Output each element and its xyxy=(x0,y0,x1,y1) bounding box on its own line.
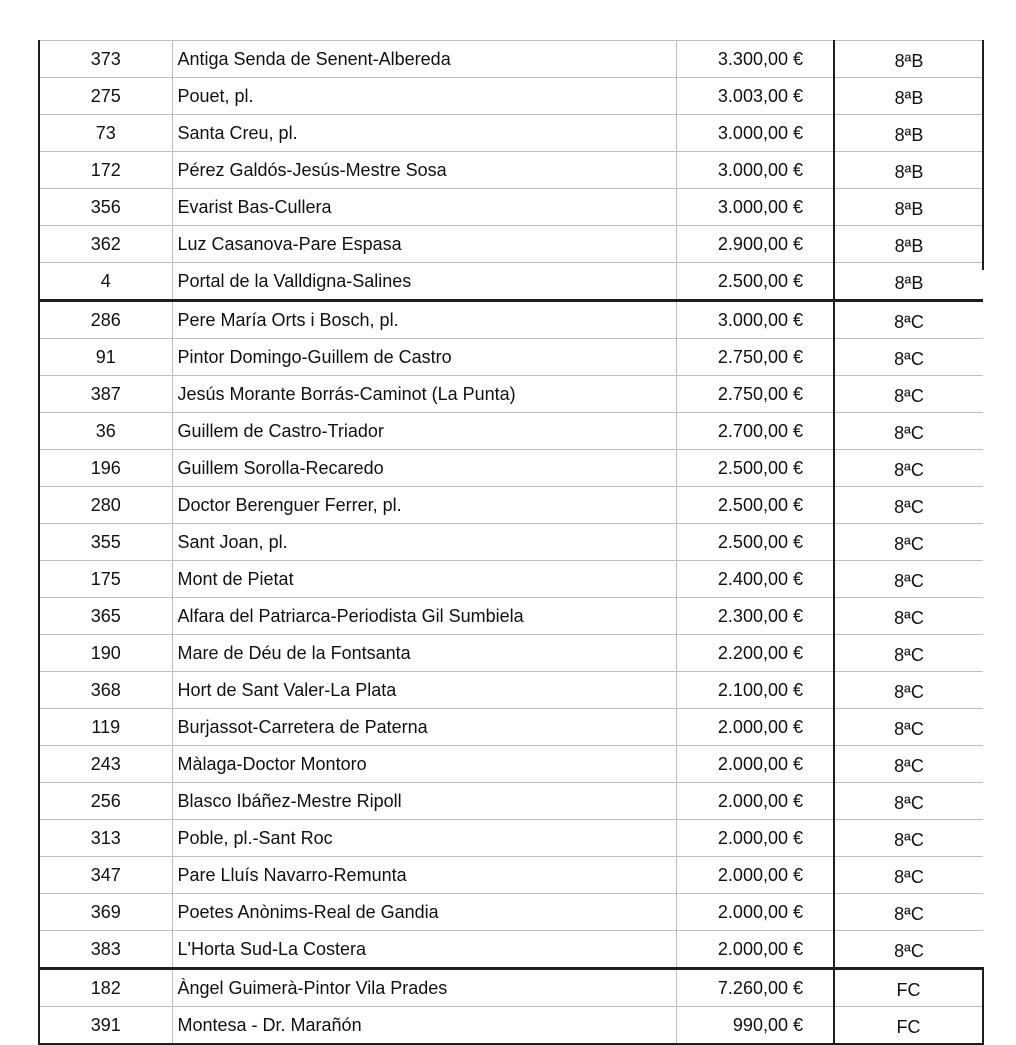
amount-value: 2.300,00 € xyxy=(676,598,834,635)
row-number: 190 xyxy=(39,635,172,672)
table-row xyxy=(39,115,983,152)
amount-value: 990,00 € xyxy=(676,1007,834,1045)
category-label: 8ªC xyxy=(834,450,983,487)
street-name: Pouet, pl. xyxy=(172,78,676,115)
table-row xyxy=(39,746,983,783)
category-label: FC xyxy=(834,1007,983,1045)
street-name: Guillem Sorolla-Recaredo xyxy=(172,450,676,487)
category-label: 8ªC xyxy=(834,301,983,339)
amount-value: 2.500,00 € xyxy=(676,263,834,301)
amount-value: 3.000,00 € xyxy=(676,115,834,152)
category-label: 8ªB xyxy=(834,263,983,301)
row-number: 369 xyxy=(39,894,172,931)
street-name: Burjassot-Carretera de Paterna xyxy=(172,709,676,746)
amount-value: 2.000,00 € xyxy=(676,746,834,783)
table-row xyxy=(39,1007,983,1045)
street-name: Mare de Déu de la Fontsanta xyxy=(172,635,676,672)
amount-value: 2.750,00 € xyxy=(676,376,834,413)
street-name: Pintor Domingo-Guillem de Castro xyxy=(172,339,676,376)
table-row xyxy=(39,820,983,857)
row-number: 91 xyxy=(39,339,172,376)
table-row xyxy=(39,152,983,189)
row-number: 362 xyxy=(39,226,172,263)
street-name: Antiga Senda de Senent-Albereda xyxy=(172,41,676,78)
street-name: Santa Creu, pl. xyxy=(172,115,676,152)
row-number: 355 xyxy=(39,524,172,561)
table-row xyxy=(39,301,983,339)
amount-value: 2.000,00 € xyxy=(676,894,834,931)
category-label: 8ªC xyxy=(834,413,983,450)
table-row xyxy=(39,413,983,450)
row-number: 368 xyxy=(39,672,172,709)
street-name: Alfara del Patriarca-Periodista Gil Sumbiela xyxy=(172,598,676,635)
table-row xyxy=(39,263,983,301)
amount-value: 2.400,00 € xyxy=(676,561,834,598)
street-name: Guillem de Castro-Triador xyxy=(172,413,676,450)
amount-value: 2.000,00 € xyxy=(676,931,834,969)
table-row xyxy=(39,226,983,263)
amount-value: 2.000,00 € xyxy=(676,783,834,820)
table-row xyxy=(39,783,983,820)
row-number: 119 xyxy=(39,709,172,746)
category-label: 8ªB xyxy=(834,189,983,226)
amount-value: 2.100,00 € xyxy=(676,672,834,709)
category-label: 8ªB xyxy=(834,226,983,263)
row-number: 286 xyxy=(39,301,172,339)
table-row xyxy=(39,339,983,376)
row-number: 383 xyxy=(39,931,172,969)
amount-value: 3.003,00 € xyxy=(676,78,834,115)
street-name: Mont de Pietat xyxy=(172,561,676,598)
row-number: 356 xyxy=(39,189,172,226)
street-name: Pérez Galdós-Jesús-Mestre Sosa xyxy=(172,152,676,189)
category-label: 8ªC xyxy=(834,783,983,820)
category-label: 8ªC xyxy=(834,339,983,376)
category-label: 8ªC xyxy=(834,635,983,672)
street-name: Pare Lluís Navarro-Remunta xyxy=(172,857,676,894)
street-name: Portal de la Valldigna-Salines xyxy=(172,263,676,301)
row-number: 280 xyxy=(39,487,172,524)
results-table xyxy=(38,40,984,1045)
amount-value: 2.750,00 € xyxy=(676,339,834,376)
row-number: 373 xyxy=(39,41,172,78)
category-label: FC xyxy=(834,969,983,1007)
category-label: 8ªC xyxy=(834,709,983,746)
category-label: 8ªC xyxy=(834,672,983,709)
amount-value: 2.700,00 € xyxy=(676,413,834,450)
street-name: Luz Casanova-Pare Espasa xyxy=(172,226,676,263)
table-row xyxy=(39,894,983,931)
category-label: 8ªC xyxy=(834,376,983,413)
row-number: 256 xyxy=(39,783,172,820)
amount-value: 7.260,00 € xyxy=(676,969,834,1007)
row-number: 275 xyxy=(39,78,172,115)
category-label: 8ªC xyxy=(834,561,983,598)
street-name: Sant Joan, pl. xyxy=(172,524,676,561)
amount-value: 3.000,00 € xyxy=(676,301,834,339)
street-name: Àngel Guimerà-Pintor Vila Prades xyxy=(172,969,676,1007)
street-name: Jesús Morante Borrás-Caminot (La Punta) xyxy=(172,376,676,413)
table-row xyxy=(39,78,983,115)
table-row xyxy=(39,635,983,672)
amount-value: 2.000,00 € xyxy=(676,709,834,746)
street-name: L'Horta Sud-La Costera xyxy=(172,931,676,969)
table-row xyxy=(39,524,983,561)
row-number: 196 xyxy=(39,450,172,487)
amount-value: 2.500,00 € xyxy=(676,450,834,487)
street-name: Evarist Bas-Cullera xyxy=(172,189,676,226)
table-row xyxy=(39,969,983,1007)
row-number: 365 xyxy=(39,598,172,635)
amount-value: 3.000,00 € xyxy=(676,152,834,189)
street-name: Poble, pl.-Sant Roc xyxy=(172,820,676,857)
row-number: 313 xyxy=(39,820,172,857)
row-number: 73 xyxy=(39,115,172,152)
category-label: 8ªB xyxy=(834,78,983,115)
row-number: 182 xyxy=(39,969,172,1007)
category-label: 8ªC xyxy=(834,931,983,969)
street-name: Montesa - Dr. Marañón xyxy=(172,1007,676,1045)
table-row xyxy=(39,931,983,969)
amount-value: 3.300,00 € xyxy=(676,41,834,78)
table-row xyxy=(39,189,983,226)
row-number: 36 xyxy=(39,413,172,450)
category-label: 8ªC xyxy=(834,857,983,894)
row-number: 243 xyxy=(39,746,172,783)
table-row xyxy=(39,487,983,524)
table-row xyxy=(39,561,983,598)
table-row xyxy=(39,450,983,487)
category-label: 8ªC xyxy=(834,598,983,635)
street-name: Blasco Ibáñez-Mestre Ripoll xyxy=(172,783,676,820)
row-number: 391 xyxy=(39,1007,172,1045)
row-number: 387 xyxy=(39,376,172,413)
table-row xyxy=(39,709,983,746)
spreadsheet-table xyxy=(38,40,982,1045)
row-number: 172 xyxy=(39,152,172,189)
category-label: 8ªB xyxy=(834,41,983,78)
row-number: 4 xyxy=(39,263,172,301)
amount-value: 2.000,00 € xyxy=(676,820,834,857)
category-label: 8ªC xyxy=(834,487,983,524)
amount-value: 2.900,00 € xyxy=(676,226,834,263)
amount-value: 2.000,00 € xyxy=(676,857,834,894)
table-row xyxy=(39,376,983,413)
group-b-right-border xyxy=(982,40,984,270)
table-row xyxy=(39,857,983,894)
street-name: Doctor Berenguer Ferrer, pl. xyxy=(172,487,676,524)
street-name: Hort de Sant Valer-La Plata xyxy=(172,672,676,709)
amount-value: 2.200,00 € xyxy=(676,635,834,672)
category-label: 8ªC xyxy=(834,820,983,857)
street-name: Poetes Anònims-Real de Gandia xyxy=(172,894,676,931)
street-name: Pere María Orts i Bosch, pl. xyxy=(172,301,676,339)
category-label: 8ªB xyxy=(834,115,983,152)
street-name: Màlaga-Doctor Montoro xyxy=(172,746,676,783)
category-label: 8ªC xyxy=(834,524,983,561)
table-body xyxy=(39,41,983,1045)
table-row xyxy=(39,672,983,709)
amount-value: 2.500,00 € xyxy=(676,487,834,524)
table-row xyxy=(39,41,983,78)
table-row xyxy=(39,598,983,635)
category-label: 8ªC xyxy=(834,894,983,931)
row-number: 347 xyxy=(39,857,172,894)
row-number: 175 xyxy=(39,561,172,598)
amount-value: 3.000,00 € xyxy=(676,189,834,226)
category-label: 8ªB xyxy=(834,152,983,189)
amount-value: 2.500,00 € xyxy=(676,524,834,561)
category-label: 8ªC xyxy=(834,746,983,783)
